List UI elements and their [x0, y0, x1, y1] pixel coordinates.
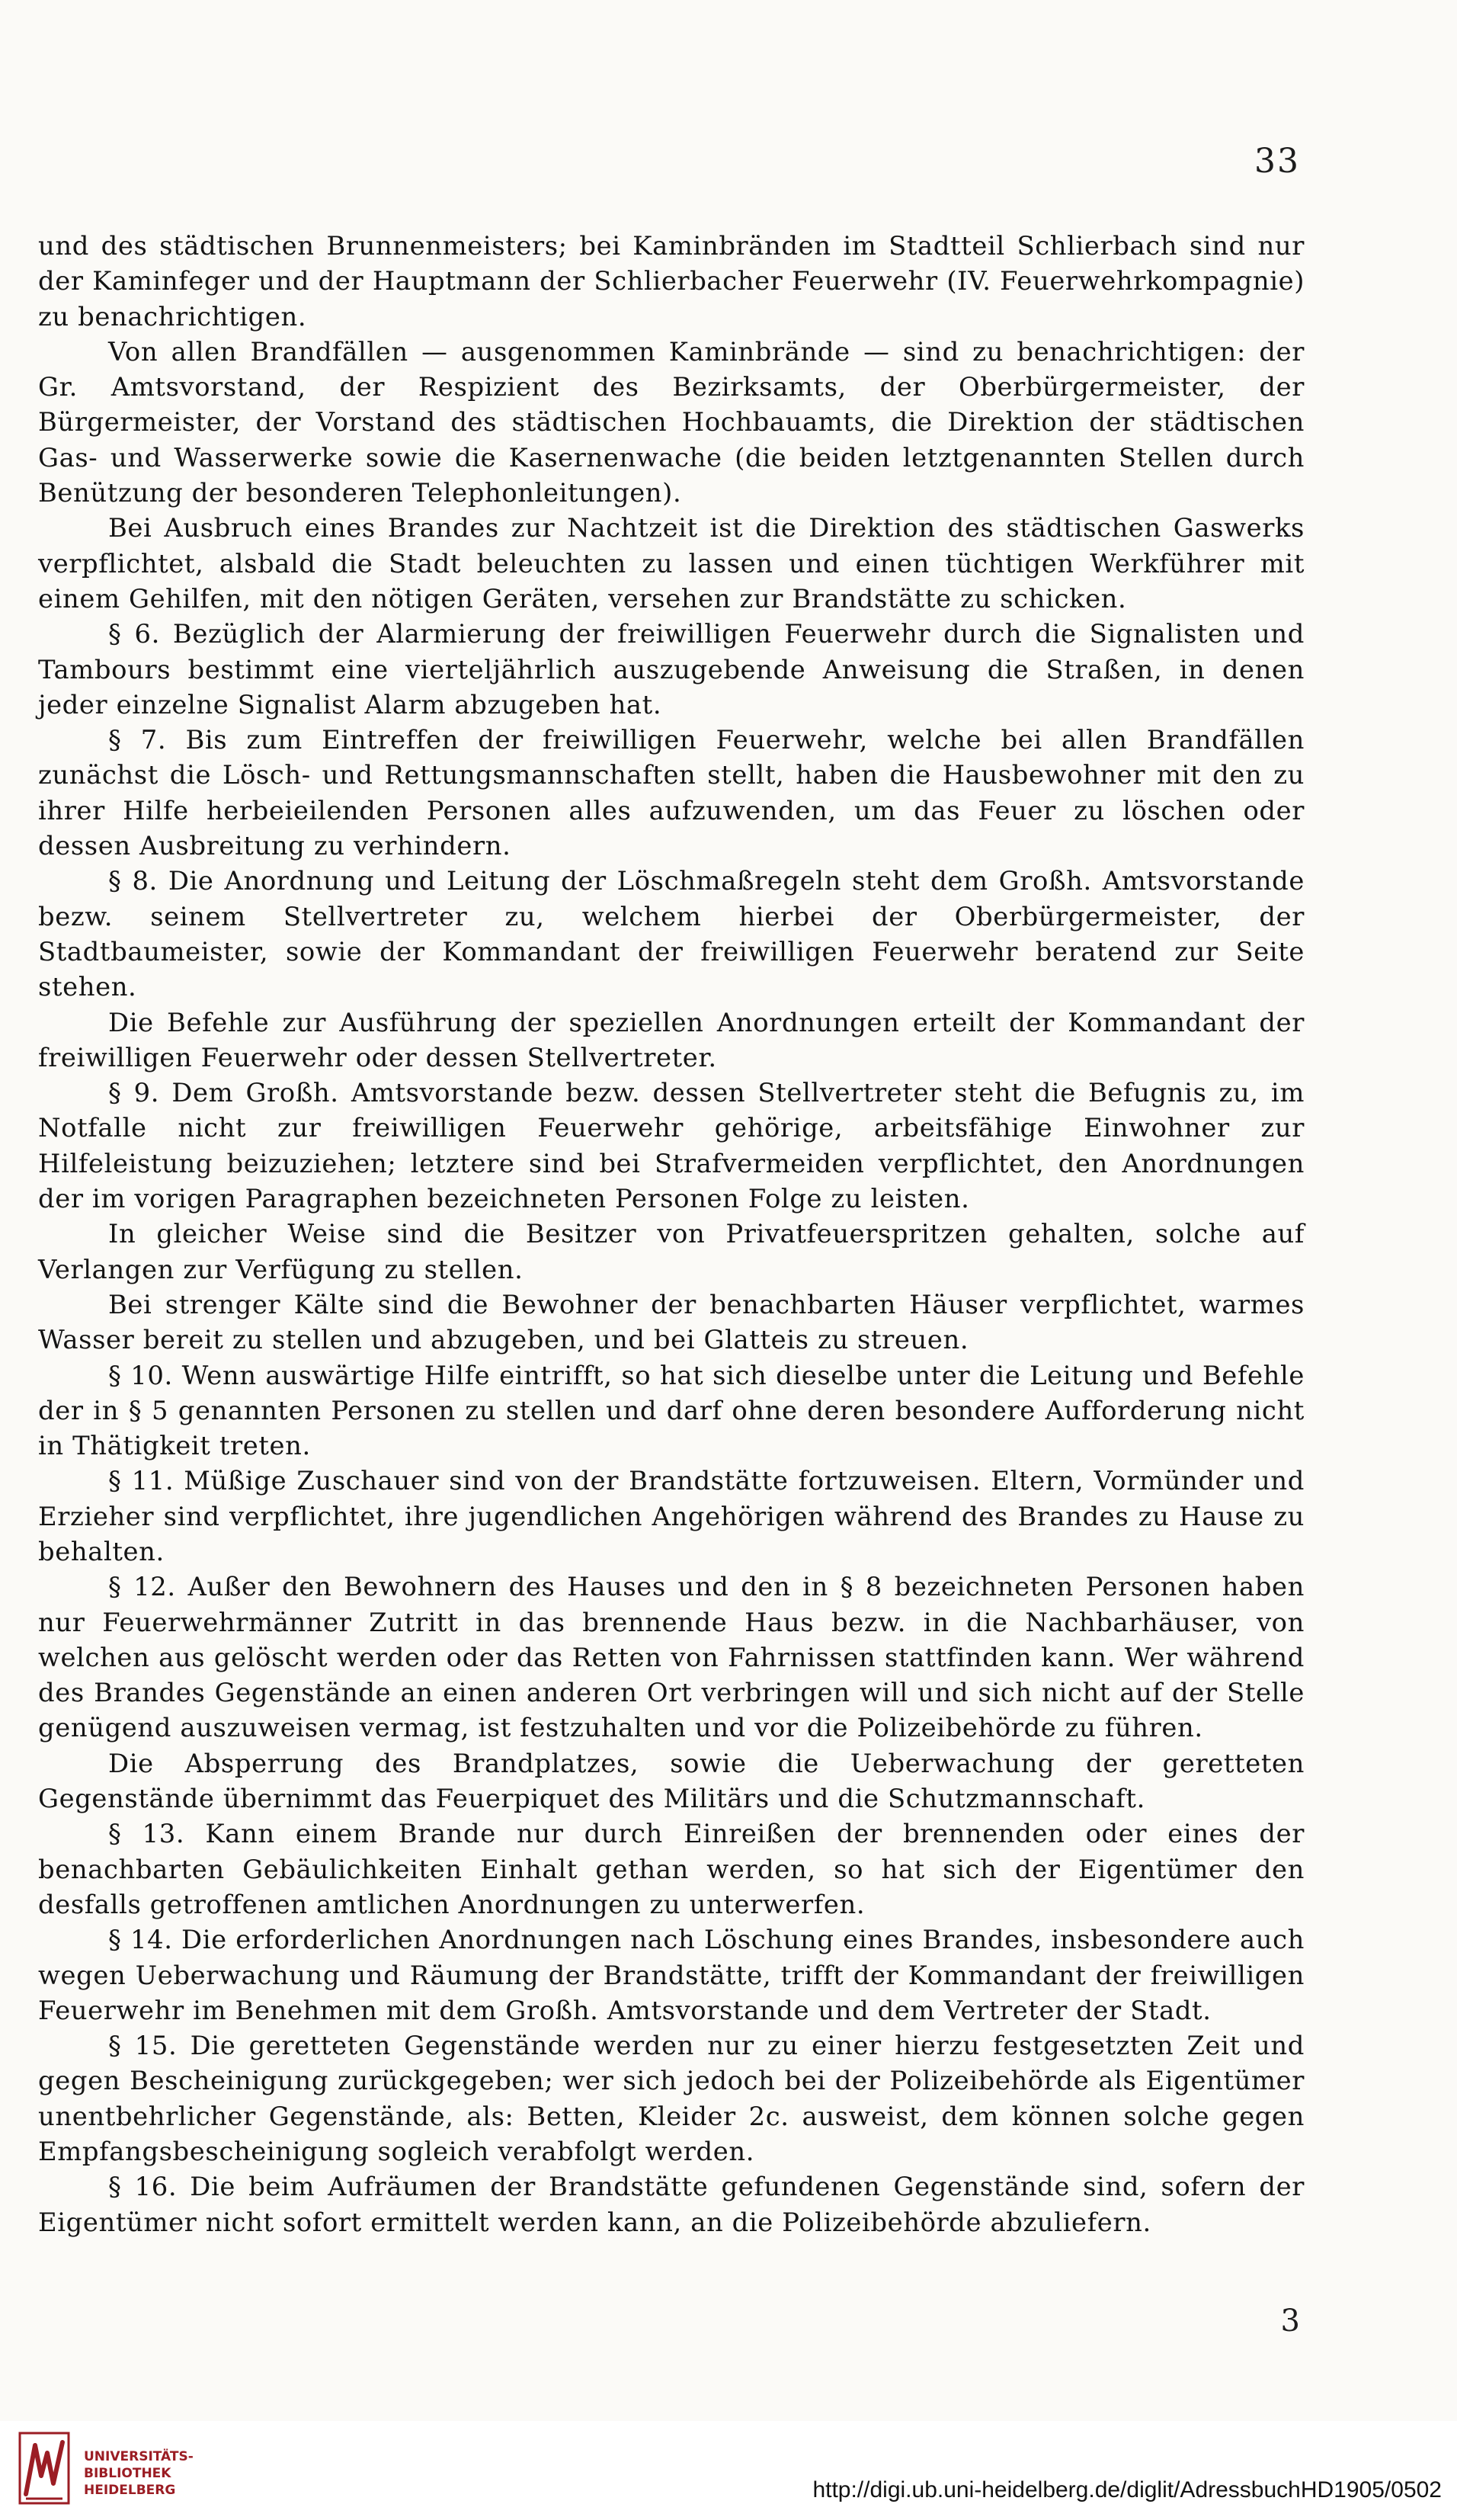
paragraph-14: § 13. Kann einem Brande nur durch Einreißen der brennenden oder eines der benachbarten Gebäulichkeiten Einhalt gethan werden, so hat sich der Eigentümer den desfalls getroffenen amtlichen Anordnungen zu unterwerfen.: [38, 1819, 1305, 1919]
paragraph-17: § 16. Die beim Aufräumen der Brandstätte gefundenen Gegenstände sind, sofern der Eigentümer nicht sofort ermittelt werden kann, an die Polizeibehörde abzuliefern.: [38, 2172, 1305, 2237]
paragraph-11: § 11. Müßige Zuschauer sind von der Brandstätte fortzuweisen. Eltern, Vormünder und Erzieher sind verpflichtet, ihre jugendlichen Angehörigen während des Brandes zu Hause zu behalten.: [38, 1466, 1305, 1566]
paragraph-15: § 14. Die erforderlichen Anordnungen nach Löschung eines Brandes, insbesondere auch wegen Ueberwachung und Räumung der Brandstätte, trifft der Kommandant der freiwilligen Feuerwehr im Benehmen mit dem Großh. Amtsvorstande und dem Vertreter der Stadt.: [38, 1925, 1305, 2025]
paragraph-5: § 8. Die Anordnung und Leitung der Löschmaßregeln steht dem Großh. Amtsvorstande bezw. seinem Stellvertreter zu, welchem hierbei der Oberbürgermeister, der Stadtbaumeister, sowie der Kommandant der freiwilligen Feuerwehr beratend zur Seite stehen.: [38, 866, 1305, 1002]
paragraph-12: § 12. Außer den Bewohnern des Hauses und den in § 8 bezeichneten Personen haben nur Feuerwehrmänner Zutritt in das brennende Haus bezw. in die Nachbarhäuser, von welchen aus gelöscht werden oder das Retten von Fahrnissen stattfinden kann. Wer während des Brandes Gegenstände an einen anderen Ort verbringen will und sich nicht auf der Stelle genügend auszuweisen vermag, ist festzuhalten und vor die Polizeibehörde zu führen.: [38, 1572, 1305, 1743]
paragraph-0: und des städtischen Brunnenmeisters; bei Kaminbränden im Stadtteil Schlierbach sind nur der Kaminfeger und der Hauptmann der Schlierbacher Feuerwehr (IV. Feuerwehrkompagnie) zu benachrichtigen.: [38, 231, 1305, 332]
paragraph-1: Von allen Brandfällen — ausgenommen Kaminbrände — sind zu benachrichtigen: der Gr. Amtsvorstand, der Respizient des Bezirksamts, der Oberbürgermeister, der Bürgermeister, der Vorstand des städtischen Hochbauamts, die Direktion der städtischen Gas- und Wasserwerke sowie die Kasernenwache (die beiden letztgenannten Stellen durch Benützung der besonderen Telephonleitungen).: [38, 336, 1305, 508]
sheet-signature: 3: [1280, 2304, 1300, 2339]
library-name[interactable]: [84, 2448, 194, 2499]
paragraph-8: In gleicher Weise sind die Besitzer von Privatfeuerspritzen gehalten, solche auf Verlangen zur Verfügung zu stellen.: [38, 1219, 1305, 1284]
paragraph-2: Bei Ausbruch eines Brandes zur Nachtzeit ist die Direktion des städtischen Gaswerks verpflichtet, alsbald die Stadt beleuchten zu lassen und einen tüchtigen Werkführer mit einem Gehilfen, mit den nötigen Geräten, versehen zur Brandstätte zu schicken.: [38, 513, 1305, 614]
library-name-line-2: BIBLIOTHEK: [84, 2466, 171, 2481]
library-name-line-3: HEIDELBERG: [84, 2483, 176, 2498]
permalink-url[interactable]: http://digi.ub.uni-heidelberg.de/diglit/AdressbuchHD1905/0502: [812, 2477, 1442, 2502]
paragraph-13: Die Absperrung des Brandplatzes, sowie die Ueberwachung der geretteten Gegenstände übernimmt das Feuerpiquet des Militärs und die Schutzmannschaft.: [38, 1748, 1305, 1814]
paragraph-6: Die Befehle zur Ausführung der speziellen Anordnungen erteilt der Kommandant der freiwilligen Feuerwehr oder dessen Stellvertreter.: [38, 1007, 1305, 1072]
paragraph-10: § 10. Wenn auswärtige Hilfe eintrifft, so hat sich dieselbe unter die Leitung und Befehle der in § 5 genannten Personen zu stellen und darf ohne deren besondere Aufforderung nicht in Thätigkeit treten.: [38, 1360, 1305, 1461]
library-name-line-1: UNIVERSITÄTS-: [84, 2449, 194, 2464]
paragraph-9: Bei strenger Kälte sind die Bewohner der benachbarten Häuser verpflichtet, warmes Wasser bereit zu stellen und abzugeben, und bei Glatteis zu streuen.: [38, 1289, 1305, 1355]
paragraph-16: § 15. Die geretteten Gegenstände werden nur zu einer hierzu festgesetzten Zeit und gegen Bescheinigung zurückgegeben; wer sich jedoch bei der Polizeibehörde als Eigentümer unentbehrlicher Gegenstände, als: Betten, Kleider 2c. ausweist, dem können solche gegen Empfangsbescheinigung sogleich verabfolgt werden.: [38, 2031, 1305, 2167]
paragraph-4: § 7. Bis zum Eintreffen der freiwilligen Feuerwehr, welche bei allen Brandfällen zunächst die Lösch- und Rettungsmannschaften stellt, haben die Hausbewohner mit den zu ihrer Hilfe herbeieilenden Personen alles aufzuwenden, um das Feuer zu löschen oder dessen Ausbreitung zu verhindern.: [38, 725, 1305, 861]
footer-bar: [0, 2421, 1457, 2520]
body-text: [38, 229, 1305, 2240]
paragraph-3: § 6. Bezüglich der Alarmierung der freiwilligen Feuerwehr durch die Signalisten und Tambours bestimmt eine vierteljährlich auszugebende Anweisung die Straßen, in denen jeder einzelne Signalist Alarm abzugeben hat.: [38, 619, 1305, 720]
paragraph-7: § 9. Dem Großh. Amtsvorstande bezw. dessen Stellvertreter steht die Befugnis zu, im Notfalle nicht zur freiwilligen Feuerwehr gehörige, arbeitsfähige Einwohner zur Hilfeleistung beizuziehen; letztere sind bei Strafvermeiden verpflichtet, den Anordnungen der im vorigen Paragraphen bezeichneten Personen Folge zu leisten.: [38, 1078, 1305, 1214]
university-library-logo-icon: [15, 2430, 73, 2506]
page-number: 33: [1254, 142, 1300, 181]
